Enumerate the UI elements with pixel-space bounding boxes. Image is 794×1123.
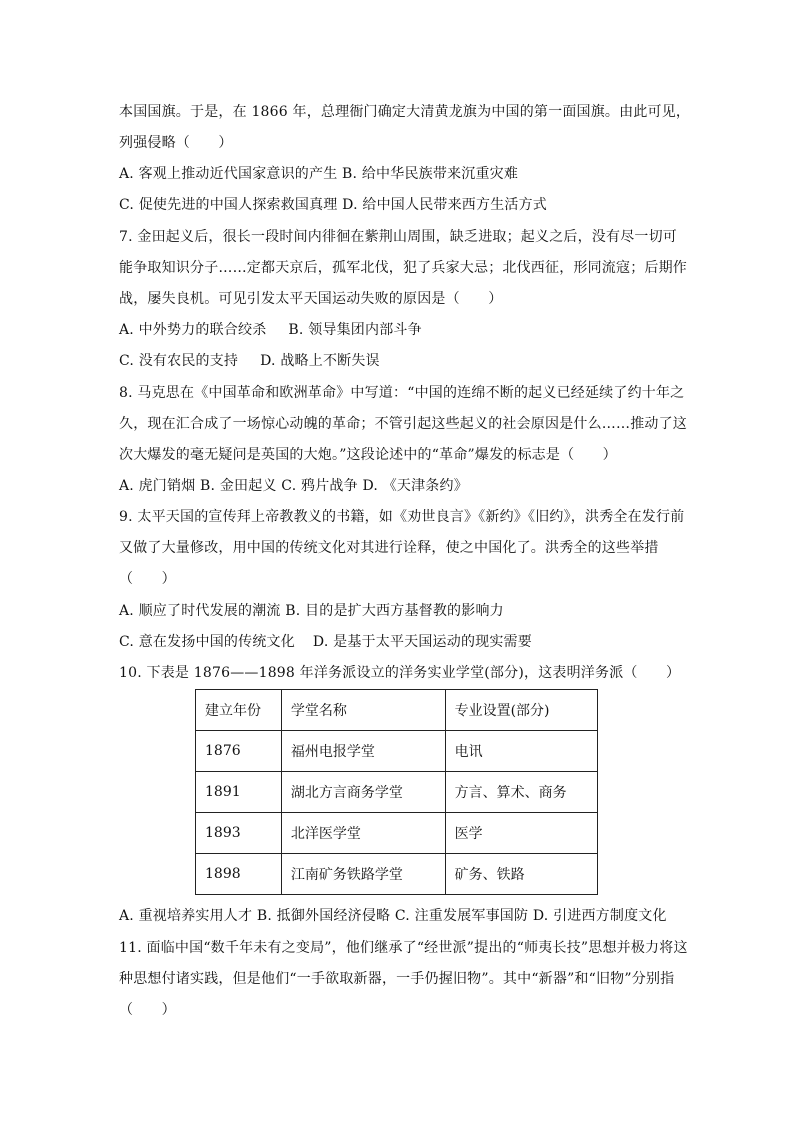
q8-stem-line-1: 8. 马克思在《中国革命和欧洲革命》中写道：“中国的连绵不断的起义已经延续了约十年之 [119, 385, 685, 401]
q6-stem-line-2: 列强侵略（ ） [119, 135, 233, 151]
q9-options-line-1: A. 顺应了时代发展的潮流 B. 目的是扩大西方基督教的影响力 [119, 603, 504, 619]
table-row [196, 731, 598, 772]
q10-options-line: A. 重视培养实用人才 B. 抵御外国经济侵略 C. 注重发展军事国防 D. 引进西方制度文化 [119, 908, 667, 924]
q8-stem-line-3: 次大爆发的毫无疑问是英国的大炮。”这段论述中的“革命”爆发的标志是（ ） [119, 447, 617, 463]
q7-options-line-2 [119, 351, 380, 371]
table-cell-year: 1893 [196, 813, 282, 854]
table-cell-major: 电讯 [445, 731, 597, 772]
q7-options-line-1 [119, 320, 422, 340]
school-table [195, 689, 598, 895]
q7-option-c: C. 没有农民的支持 [119, 353, 239, 369]
q11-stem-line-2: 种思想付诸实践，但是他们“一手欲取新器，一手仍握旧物”。其中“新器”和“旧物”分别指 [119, 971, 675, 987]
table-cell-year: 1876 [196, 731, 282, 772]
q9-stem-line-2: 又做了大量修改，用中国的传统文化对其进行诠释，使之中国化了。洪秀全的这些举措 [119, 540, 659, 556]
table-cell-school: 湖北方言商务学堂 [281, 772, 445, 813]
q8-stem-line-2: 久，现在汇合成了一场惊心动魄的革命；不管引起这些起义的社会原因是什么……推动了这 [119, 416, 687, 432]
q7-option-b: B. 领导集团内部斗争 [288, 322, 422, 338]
q7-stem-line-3: 战，屡失良机。可见引发太平天国运动失败的原因是（ ） [119, 291, 503, 307]
q9-option-c: C. 意在发扬中国的传统文化 [119, 634, 295, 650]
q6-stem-line-1: 本国国旗。于是，在 1866 年，总理衙门确定大清黄龙旗为中国的第一面国旗。由此可见， [119, 104, 691, 120]
q7-option-a: A. 中外势力的联合绞杀 [119, 322, 267, 338]
table-cell-year: 1891 [196, 772, 282, 813]
q9-stem-line-1: 9. 太平天国的宣传拜上帝教教义的书籍，如《劝世良言》《新约》《旧约》，洪秀全在发行前 [119, 509, 685, 525]
table-cell-major: 方言、算术、商务 [445, 772, 597, 813]
table-cell-major: 医学 [445, 813, 597, 854]
q6-options-line-2: C. 促使先进的中国人探索救国真理 D. 给中国人民带来西方生活方式 [119, 197, 547, 213]
q11-stem-line-3: （ ） [119, 1002, 176, 1018]
q9-options-line-2 [119, 632, 532, 652]
table-row [196, 813, 598, 854]
table-header-cell: 建立年份 [196, 690, 282, 731]
q9-stem-line-3: （ ） [119, 571, 176, 587]
table-cell-school: 福州电报学堂 [281, 731, 445, 772]
table-header-cell: 学堂名称 [281, 690, 445, 731]
q6-options-line-1: A. 客观上推动近代国家意识的产生 B. 给中华民族带来沉重灾难 [119, 166, 519, 182]
table-cell-year: 1898 [196, 854, 282, 895]
q10-stem: 10. 下表是 1876——1898 年洋务派设立的洋务实业学堂(部分)，这表明洋务派（ ） [119, 665, 681, 681]
table-cell-school: 江南矿务铁路学堂 [281, 854, 445, 895]
table-header-row [196, 690, 598, 731]
q7-option-d: D. 战略上不断失误 [260, 353, 380, 369]
table-header-cell: 专业设置(部分) [445, 690, 597, 731]
table-row [196, 854, 598, 895]
table-row [196, 772, 598, 813]
table-cell-major: 矿务、铁路 [445, 854, 597, 895]
q8-options-line: A. 虎门销烟 B. 金田起义 C. 鸦片战争 D. 《天津条约》 [119, 478, 468, 494]
q9-option-d: D. 是基于太平天国运动的现实需要 [312, 634, 532, 650]
q7-stem-line-2: 能争取知识分子……定都天京后，孤军北伐，犯了兵家大忌；北伐西征，形同流寇；后期作 [119, 260, 687, 276]
table-cell-school: 北洋医学堂 [281, 813, 445, 854]
q11-stem-line-1: 11. 面临中国“数千年未有之变局”，他们继承了“经世派”提出的“师夷长技”思想并极力将这 [119, 940, 688, 956]
q7-stem-line-1: 7. 金田起义后，很长一段时间内徘徊在紫荆山周围，缺乏进取；起义之后，没有尽一切可 [119, 229, 678, 245]
